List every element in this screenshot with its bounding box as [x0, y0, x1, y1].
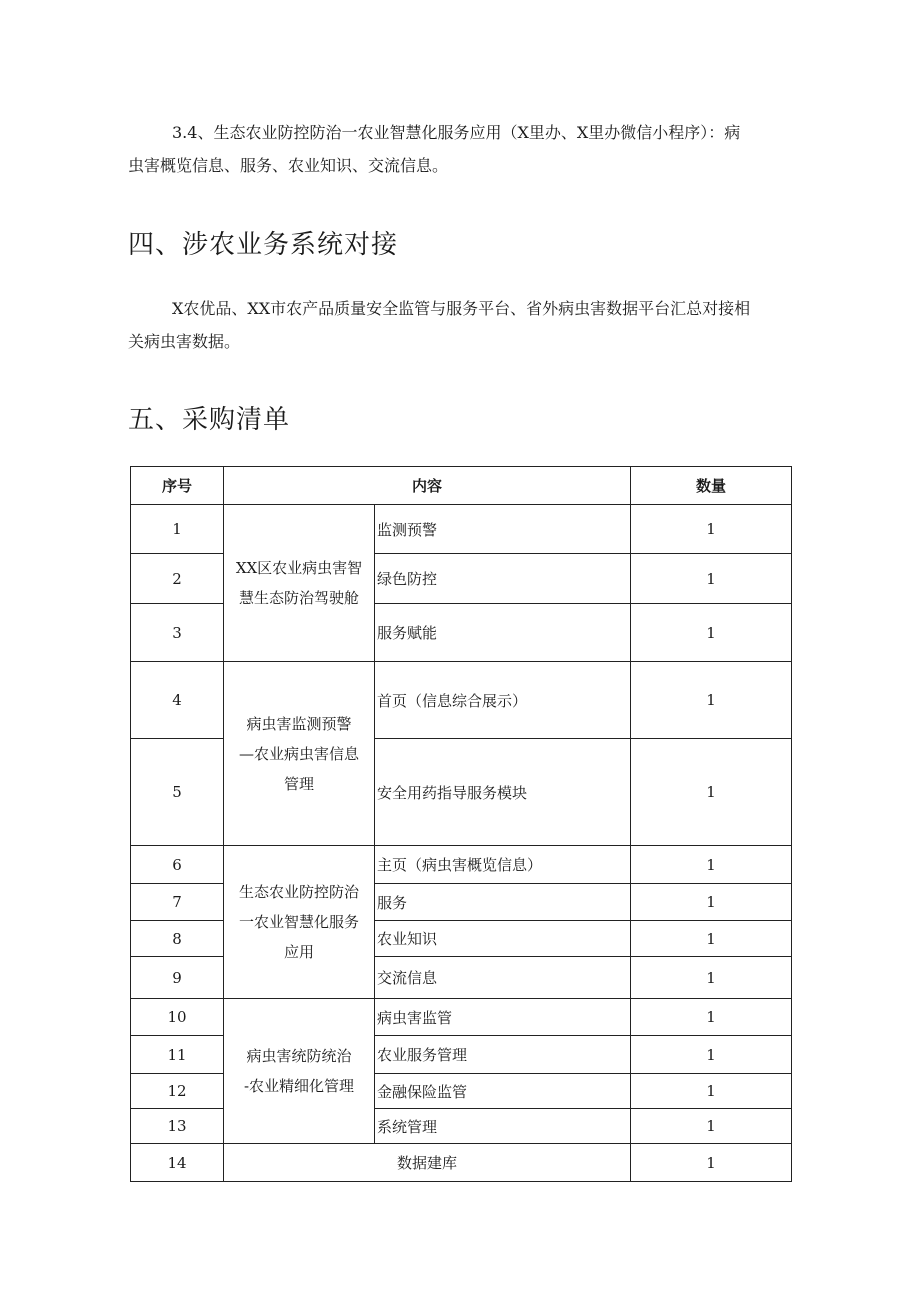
- table-row: [131, 505, 792, 554]
- row-item: 病虫害监管: [375, 999, 631, 1036]
- row-qty: 1: [631, 554, 792, 604]
- table-row: [131, 846, 792, 884]
- paragraph-3-4: [128, 116, 792, 182]
- row-item: 安全用药指导服务模块: [375, 739, 631, 846]
- section-4-line1: X农优品、XX市农产品质量安全监管与服务平台、省外病虫害数据平台汇总对接相: [172, 299, 751, 318]
- row-item: 服务赋能: [375, 604, 631, 662]
- group-line: 应用: [283, 943, 314, 961]
- section-4-heading: 四、涉农业务系统对接: [128, 230, 399, 260]
- group-cell: [224, 662, 375, 846]
- row-qty: 1: [631, 1144, 792, 1182]
- row-no: 6: [131, 846, 224, 884]
- row-qty: 1: [631, 662, 792, 739]
- group-line: XX区农业病虫害智: [235, 559, 363, 577]
- row-no: 2: [131, 554, 224, 604]
- row-no: 9: [131, 957, 224, 999]
- row-qty: 1: [631, 884, 792, 921]
- row-no: 3: [131, 604, 224, 662]
- header-content: 内容: [224, 467, 631, 505]
- group-line: -农业精细化管理: [243, 1077, 355, 1095]
- section-4-paragraph: [128, 292, 792, 358]
- row-item: 农业服务管理: [375, 1036, 631, 1074]
- row-no: 7: [131, 884, 224, 921]
- procurement-table: [130, 466, 792, 1182]
- group-line: 病虫害监测预警: [246, 714, 352, 733]
- group-cell: [224, 505, 375, 662]
- row-qty: 1: [631, 739, 792, 846]
- row-qty: 1: [631, 1036, 792, 1074]
- row-no: 8: [131, 921, 224, 957]
- row-item: 主页（病虫害概览信息）: [375, 846, 631, 884]
- table-row: [131, 662, 792, 739]
- row-no: 10: [131, 999, 224, 1036]
- table-header-row: [131, 467, 792, 505]
- row-item: 绿色防控: [375, 554, 631, 604]
- section-5-heading: 五、采购清单: [128, 405, 291, 435]
- row-qty: 1: [631, 1109, 792, 1144]
- row-item: 农业知识: [375, 921, 631, 957]
- group-line: 慧生态防治驾驶舱: [238, 589, 359, 607]
- group-line: 一农业智慧化服务: [238, 913, 359, 931]
- header-qty: 数量: [631, 467, 792, 505]
- row-item: 金融保险监管: [375, 1074, 631, 1109]
- group-cell: [224, 999, 375, 1144]
- group-line: 生态农业防控防治: [238, 883, 359, 901]
- section-4-line2: 关病虫害数据。: [128, 332, 241, 351]
- header-no: 序号: [131, 467, 224, 505]
- row-no: 5: [131, 739, 224, 846]
- row-item: 服务: [375, 884, 631, 921]
- row-qty: 1: [631, 604, 792, 662]
- row-qty: 1: [631, 1074, 792, 1109]
- group-line: 病虫害统防统治: [246, 1047, 352, 1065]
- row-item: 交流信息: [375, 957, 631, 999]
- table-row: [131, 1144, 792, 1182]
- row-item: 首页（信息综合展示）: [375, 662, 631, 739]
- paragraph-3-4-line2: 虫害概览信息、服务、农业知识、交流信息。: [128, 156, 449, 175]
- group-cell: [224, 846, 375, 999]
- row-no: 4: [131, 662, 224, 739]
- row-no: 1: [131, 505, 224, 554]
- row-qty: 1: [631, 957, 792, 999]
- row-item: 数据建库: [224, 1144, 631, 1182]
- row-item: 系统管理: [375, 1109, 631, 1144]
- row-no: 13: [131, 1109, 224, 1144]
- paragraph-3-4-line1: 3.4、生态农业防控防治一农业智慧化服务应用（X里办、X里办微信小程序）：病: [172, 123, 741, 142]
- row-qty: 1: [631, 846, 792, 884]
- table-row: [131, 999, 792, 1036]
- row-no: 11: [131, 1036, 224, 1074]
- row-no: 12: [131, 1074, 224, 1109]
- row-qty: 1: [631, 999, 792, 1036]
- row-qty: 1: [631, 921, 792, 957]
- row-qty: 1: [631, 505, 792, 554]
- group-line: —农业病虫害信息: [238, 744, 359, 763]
- row-no: 14: [131, 1144, 224, 1182]
- row-item: 监测预警: [375, 505, 631, 554]
- group-line: 管理: [283, 774, 314, 793]
